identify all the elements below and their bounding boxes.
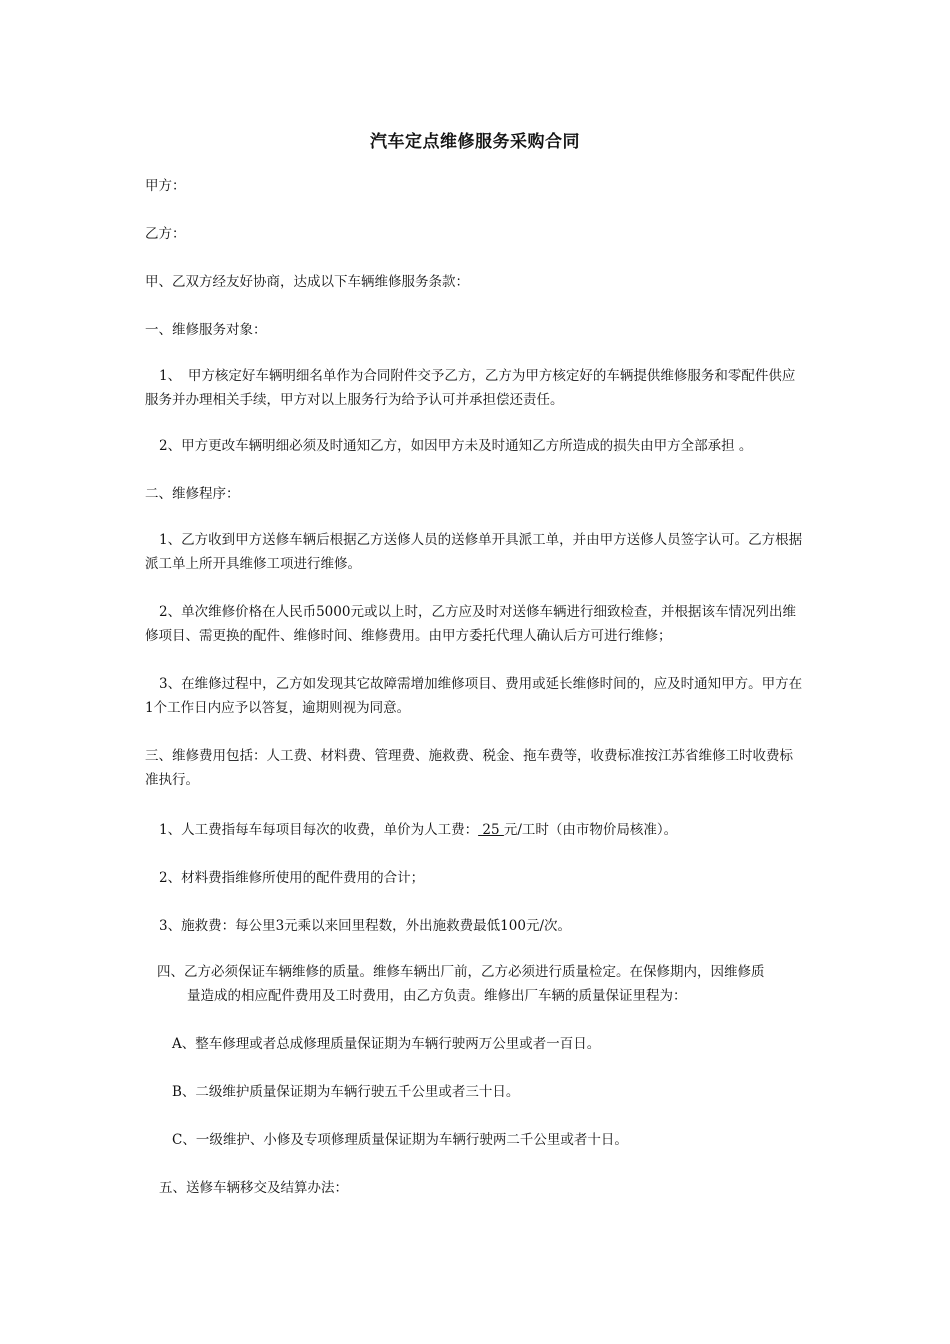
party-b-label: 乙方：	[145, 226, 186, 242]
section3-item3: 3、施救费：每公里3元乘以来回里程数，外出施救费最低100元/次。	[159, 918, 571, 934]
document-title: 汽车定点维修服务采购合同	[370, 132, 580, 152]
section4-heading-line2: 量造成的相应配件费用及工时费用，由乙方负责。维修出厂车辆的质量保证里程为：	[187, 988, 687, 1004]
section4-item-a: A、整车修理或者总成修理质量保证期为车辆行驶两万公里或者一百日。	[172, 1036, 601, 1052]
section1-heading: 一、维修服务对象：	[145, 322, 267, 338]
section3-item1-suffix: 元/工时（由市物价局核准）。	[503, 822, 678, 838]
section3-item1	[159, 820, 677, 840]
section4-heading-line1: 四、乙方必须保证车辆维修的质量。维修车辆出厂前，乙方必须进行质量检定。在保修期内，因维修质	[157, 964, 765, 980]
section3-item2: 2、材料费指维修所使用的配件费用的合计；	[159, 870, 425, 886]
section5-heading: 五、送修车辆移交及结算办法：	[159, 1180, 348, 1196]
section2-item3: 3、在维修过程中，乙方如发现其它故障需增加维修项目、费用或延长维修时间的，应及时通知甲方。甲方在1个工作日内应予以答复，逾期则视为同意。	[145, 676, 803, 716]
party-a-label: 甲方：	[145, 178, 186, 194]
labor-rate-value: 25	[478, 822, 504, 838]
section1-item2: 2、甲方更改车辆明细必须及时通知乙方，如因甲方未及时通知乙方所造成的损失由甲方全部承担 。	[159, 438, 753, 454]
intro-text: 甲、乙双方经友好协商，达成以下车辆维修服务条款：	[145, 274, 469, 290]
section1-item1: 1、 甲方核定好车辆明细名单作为合同附件交予乙方，乙方为甲方核定好的车辆提供维修服务和零配件供应服务并办理相关手续，甲方对以上服务行为给予认可并承担偿还责任。	[145, 368, 796, 408]
section3-item1-prefix: 1、人工费指每车每项目每次的收费，单价为人工费：	[159, 822, 479, 838]
section2-item2: 2、单次维修价格在人民币5000元或以上时，乙方应及时对送修车辆进行细致检查，并根据该车情况列出维修项目、需更换的配件、维修时间、维修费用。由甲方委托代理人确认后方可进行维修；	[145, 604, 796, 644]
section4-item-b: B、二级维护质量保证期为车辆行驶五千公里或者三十日。	[172, 1084, 520, 1100]
section4-item-c: C、一级维护、小修及专项修理质量保证期为车辆行驶两二千公里或者十日。	[172, 1132, 628, 1148]
section3-heading: 三、维修费用包括：人工费、材料费、管理费、施救费、税金、拖车费等，收费标准按江苏省维修工时收费标准执行。	[145, 748, 793, 788]
section2-heading: 二、维修程序：	[145, 486, 240, 502]
section2-item1: 1、乙方收到甲方送修车辆后根据乙方送修人员的送修单开具派工单，并由甲方送修人员签字认可。乙方根据派工单上所开具维修工项进行维修。	[145, 532, 803, 572]
